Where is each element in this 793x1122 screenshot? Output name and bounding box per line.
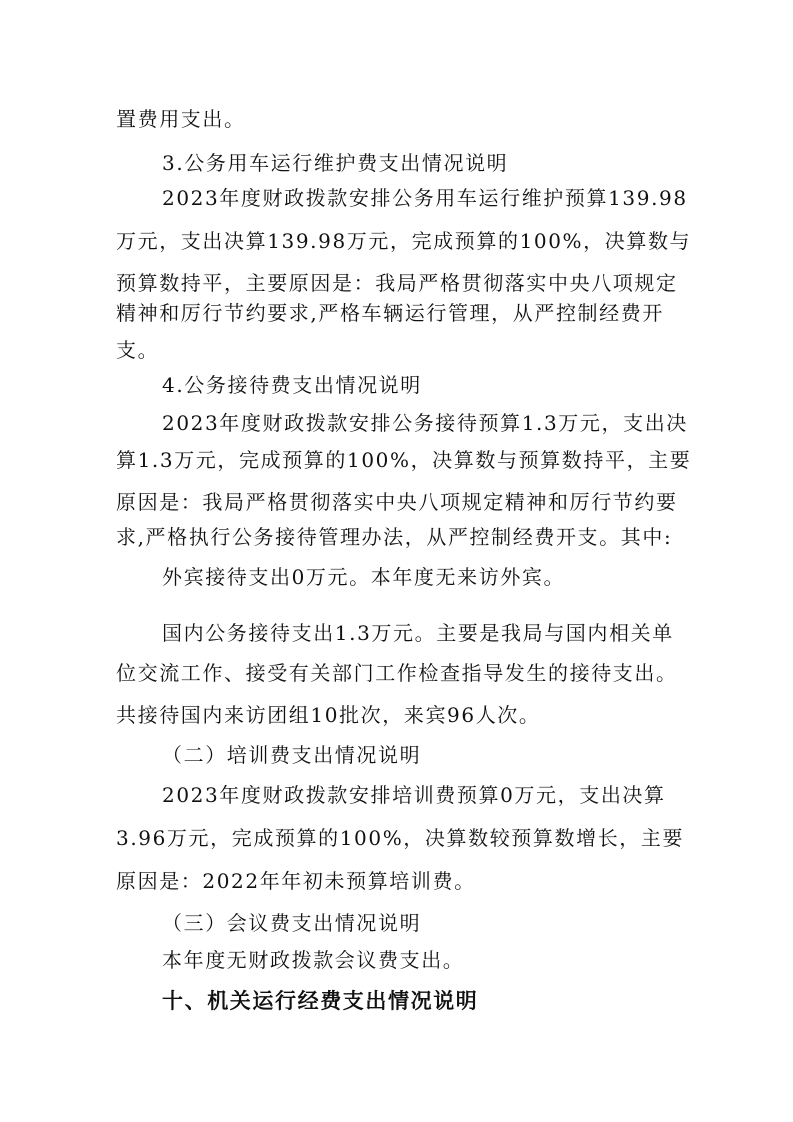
section-heading: 十、机关运行经费支出情况说明 xyxy=(162,989,479,1013)
paragraph-line: 3.96万元，完成预算的100%，决算数较预算数增长，主要 xyxy=(116,826,685,850)
paragraph-line: 外宾接待支出0万元。本年度无来访外宾。 xyxy=(162,565,566,589)
subsection-heading: （二）培训费支出情况说明 xyxy=(162,743,422,767)
paragraph-line: 预算数持平，主要原因是：我局严格贯彻落实中央八项规定 xyxy=(116,271,678,295)
paragraph-line: 2023年度财政拨款安排公务接待预算1.3万元，支出决 xyxy=(162,411,688,435)
paragraph-line: 共接待国内来访团组10批次，来宾96人次。 xyxy=(116,703,541,727)
subsection-heading: （三）会议费支出情况说明 xyxy=(162,911,422,935)
paragraph-line: 2023年度财政拨款安排培训费预算0万元，支出决算 xyxy=(162,783,666,807)
paragraph-line: 置费用支出。 xyxy=(116,107,246,131)
paragraph-line: 支。 xyxy=(116,338,160,362)
paragraph-line: 位交流工作、接受有关部门工作检查指导发生的接待支出。 xyxy=(116,661,678,685)
paragraph-line: 2023年度财政拨款安排公务用车运行维护预算139.98 xyxy=(162,186,688,210)
paragraph-line: 国内公务接待支出1.3万元。主要是我局与国内相关单 xyxy=(162,621,674,645)
subsection-heading: 4.公务接待费支出情况说明 xyxy=(162,373,422,397)
paragraph-line: 精神和厉行节约要求,严格车辆运行管理，从严控制经费开 xyxy=(116,301,664,325)
subsection-heading: 3.公务用车运行维护费支出情况说明 xyxy=(162,151,509,175)
paragraph-line: 万元，支出决算139.98万元，完成预算的100%，决算数与 xyxy=(116,229,692,253)
paragraph-line: 算1.3万元，完成预算的100%，决算数与预算数持平，主要 xyxy=(116,448,692,472)
paragraph-line: 求,严格执行公务接待管理办法，从严控制经费开支。其中: xyxy=(116,525,673,549)
paragraph-line: 原因是：我局严格贯彻落实中央八项规定精神和厉行节约要 xyxy=(116,490,678,514)
paragraph-line: 原因是：2022年年初未预算培训费。 xyxy=(116,869,476,893)
paragraph-line: 本年度无财政拨款会议费支出。 xyxy=(162,948,465,972)
